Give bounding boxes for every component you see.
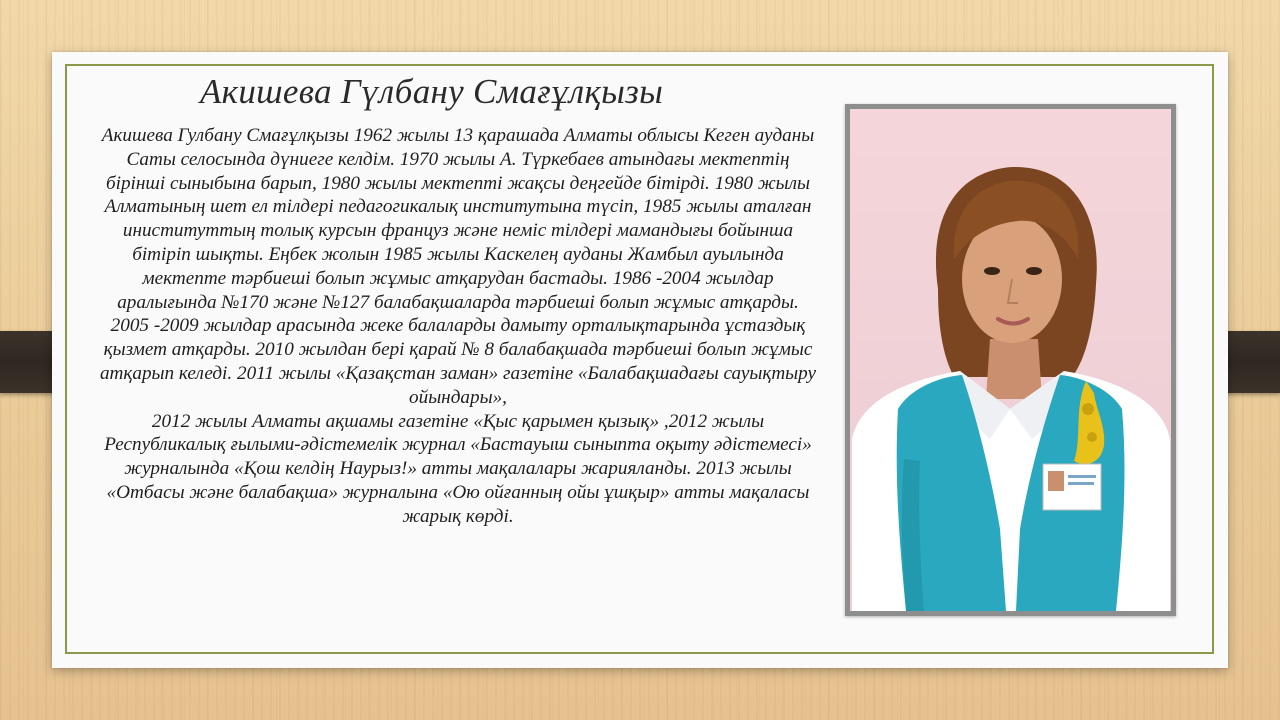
- slide-title: Акишева Гүлбану Смағұлқызы: [200, 72, 664, 111]
- portrait-illustration: [850, 109, 1171, 611]
- portrait-photo: [850, 109, 1171, 611]
- biography-text: [98, 124, 818, 529]
- slide-card: [52, 52, 1228, 668]
- biography-paragraph-1: Акишева Гулбану Смағұлқызы 1962 жылы 13 қарашада Алматы облысы Кеген ауданы Саты селосында дүниеге келдім. 1970 жылы А. Түркебаев атындағы мектептің бірінші сыныбына барып, 1980 жылы мектепті жақсы деңгейде бітірді. 1980 жылы Алматының шет ел тілдері педагогикалық институтына түсіп, 1985 жылы аталған иниституттың толық курсын француз және неміс тілдері мамандығы бойынша бітіріп шықты. Еңбек жолын 1985 жылы Каскелең ауданы Жамбыл ауылында мектепте тәрбиеші болып жұмыс атқарудан бастады. 1986 -2004 жылдар аралығында №170 және №127 балабақшаларда тәрбиеші болып жұмыс атқарды. 2005 -2009 жылдар арасында жеке балаларды дамыту орталықтарында ұстаздық қызмет атқарды. 2010 жылдан бері қарай № 8 балабақшада тәрбиеші болып жұмыс атқарып келеді. 2011 жылы «Қазақстан заман» газетіне «Балабақшадағы сауықтыру ойындары»,: [99, 125, 817, 408]
- portrait-frame: [845, 104, 1176, 616]
- biography-paragraph-2: 2012 жылы Алматы ақшамы газетіне «Қыс қарымен қызық» ,2012 жылы Республикалық ғылыми-әдістемелік журнал «Бастауыш сыныпта оқыту әдістемесі» журналында «Қош келдің Наурыз!» атты мақалалары жарияланды. 2013 жылы «Отбасы және балабақша» журналына «Ою ойғанның ойы ұшқыр» атты мақаласы жарық көрді.: [104, 410, 812, 527]
